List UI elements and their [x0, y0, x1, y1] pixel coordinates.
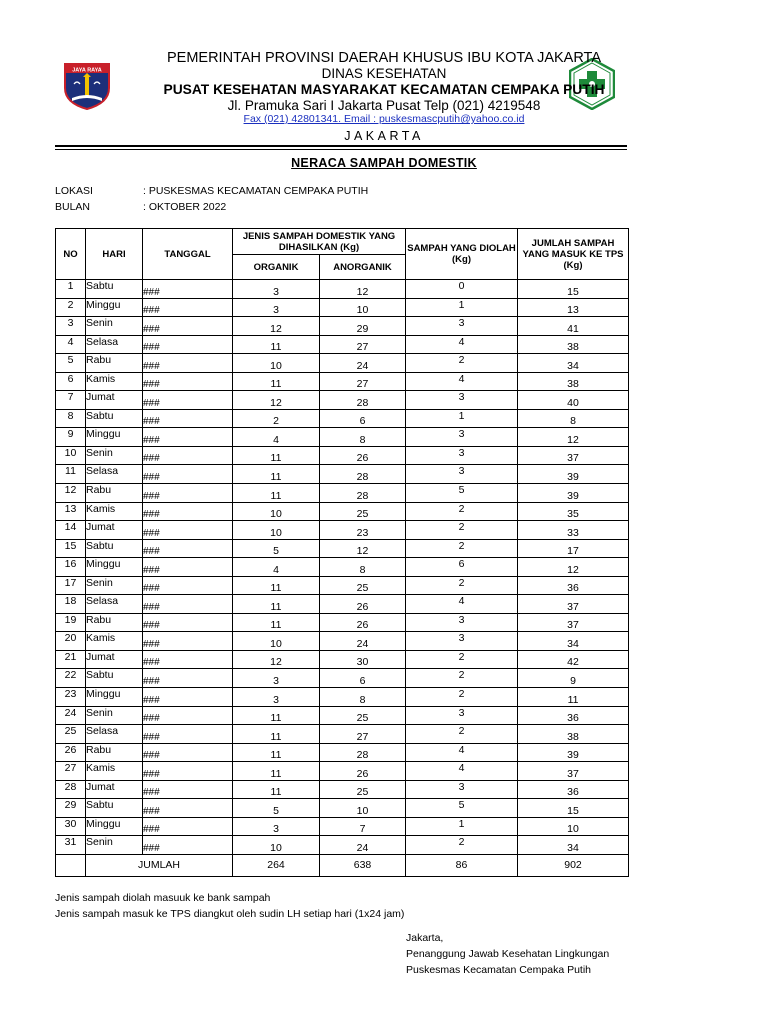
- row-tps: 37: [518, 446, 629, 465]
- row-tanggal: ###: [143, 669, 233, 688]
- table-row: [56, 280, 629, 299]
- header-divider-thick: [55, 145, 627, 147]
- row-hari: Minggu: [86, 428, 143, 447]
- row-hari: Sabtu: [86, 280, 143, 299]
- row-hari: Selasa: [86, 725, 143, 744]
- row-tanggal: ###: [143, 539, 233, 558]
- row-hari: Selasa: [86, 335, 143, 354]
- row-hari: Kamis: [86, 632, 143, 651]
- row-anorganik: 26: [320, 613, 406, 632]
- row-organik: 3: [233, 280, 320, 299]
- gov-header: PEMERINTAH PROVINSI DAERAH KHUSUS IBU KOTA JAKARTA: [166, 50, 601, 66]
- row-no: 27: [56, 762, 86, 781]
- row-organik: 10: [233, 836, 320, 855]
- note-bank-sampah: Jenis sampah diolah masuuk ke bank sampah: [55, 892, 271, 904]
- row-organik: 11: [233, 446, 320, 465]
- table-row: [56, 650, 629, 669]
- header-no: NO: [56, 229, 86, 280]
- row-diolah: 2: [406, 836, 518, 855]
- row-no: 12: [56, 484, 86, 503]
- row-tanggal: ###: [143, 836, 233, 855]
- row-no: 4: [56, 335, 86, 354]
- row-hari: Minggu: [86, 817, 143, 836]
- row-organik: 4: [233, 558, 320, 577]
- row-tanggal: ###: [143, 799, 233, 818]
- header-tanggal: TANGGAL: [143, 229, 233, 280]
- row-organik: 11: [233, 725, 320, 744]
- row-no: 26: [56, 743, 86, 762]
- row-anorganik: 6: [320, 669, 406, 688]
- row-diolah: 5: [406, 484, 518, 503]
- row-tanggal: ###: [143, 576, 233, 595]
- total-diolah: 86: [406, 854, 518, 876]
- row-tanggal: ###: [143, 391, 233, 410]
- row-anorganik: 10: [320, 298, 406, 317]
- signature-city: Jakarta,: [406, 932, 444, 944]
- row-tps: 36: [518, 780, 629, 799]
- row-no: 5: [56, 354, 86, 373]
- row-tps: 33: [518, 521, 629, 540]
- row-anorganik: 7: [320, 817, 406, 836]
- row-tps: 42: [518, 650, 629, 669]
- row-hari: Kamis: [86, 372, 143, 391]
- row-organik: 10: [233, 521, 320, 540]
- row-tps: 15: [518, 280, 629, 299]
- row-diolah: 2: [406, 576, 518, 595]
- row-organik: 11: [233, 743, 320, 762]
- row-no: 15: [56, 539, 86, 558]
- row-anorganik: 6: [320, 409, 406, 428]
- row-tanggal: ###: [143, 725, 233, 744]
- row-tanggal: ###: [143, 484, 233, 503]
- row-tps: 9: [518, 669, 629, 688]
- row-tps: 17: [518, 539, 629, 558]
- row-anorganik: 28: [320, 465, 406, 484]
- city-header: JAKARTA: [344, 129, 424, 143]
- row-tanggal: ###: [143, 762, 233, 781]
- row-hari: Kamis: [86, 762, 143, 781]
- row-tps: 38: [518, 335, 629, 354]
- row-anorganik: 24: [320, 632, 406, 651]
- row-hari: Senin: [86, 576, 143, 595]
- row-hari: Sabtu: [86, 409, 143, 428]
- row-no: 7: [56, 391, 86, 410]
- table-row: [56, 817, 629, 836]
- row-anorganik: 25: [320, 576, 406, 595]
- row-tps: 15: [518, 799, 629, 818]
- row-diolah: 0: [406, 280, 518, 299]
- row-tanggal: ###: [143, 317, 233, 336]
- row-tps: 34: [518, 354, 629, 373]
- table-row: [56, 780, 629, 799]
- row-hari: Sabtu: [86, 669, 143, 688]
- table-row: [56, 799, 629, 818]
- row-no: 28: [56, 780, 86, 799]
- table-row: [56, 539, 629, 558]
- row-hari: Jumat: [86, 521, 143, 540]
- row-anorganik: 28: [320, 391, 406, 410]
- row-organik: 3: [233, 669, 320, 688]
- row-no: 25: [56, 725, 86, 744]
- row-anorganik: 27: [320, 725, 406, 744]
- row-tps: 34: [518, 632, 629, 651]
- header-sampah-diolah: SAMPAH YANG DIOLAH (Kg): [406, 229, 518, 280]
- row-anorganik: 27: [320, 372, 406, 391]
- total-anorganik: 638: [320, 854, 406, 876]
- department-header: DINAS KESEHATAN: [321, 66, 447, 81]
- row-anorganik: 8: [320, 688, 406, 707]
- row-hari: Senin: [86, 317, 143, 336]
- row-hari: Jumat: [86, 391, 143, 410]
- row-organik: 12: [233, 317, 320, 336]
- row-tps: 13: [518, 298, 629, 317]
- row-no: 18: [56, 595, 86, 614]
- row-hari: Sabtu: [86, 799, 143, 818]
- row-hari: Rabu: [86, 354, 143, 373]
- row-no: 22: [56, 669, 86, 688]
- table-row: [56, 446, 629, 465]
- table-row: [56, 595, 629, 614]
- row-anorganik: 29: [320, 317, 406, 336]
- row-tanggal: ###: [143, 780, 233, 799]
- row-tanggal: ###: [143, 706, 233, 725]
- row-tps: 39: [518, 743, 629, 762]
- row-organik: 11: [233, 706, 320, 725]
- row-organik: 11: [233, 465, 320, 484]
- bulan-value: : OKTOBER 2022: [143, 201, 227, 213]
- row-tps: 37: [518, 613, 629, 632]
- row-no: 31: [56, 836, 86, 855]
- row-diolah: 3: [406, 780, 518, 799]
- row-diolah: 2: [406, 521, 518, 540]
- row-tanggal: ###: [143, 465, 233, 484]
- row-hari: Senin: [86, 446, 143, 465]
- row-tps: 40: [518, 391, 629, 410]
- row-tanggal: ###: [143, 409, 233, 428]
- row-diolah: 6: [406, 558, 518, 577]
- header-jenis-sampah: JENIS SAMPAH DOMESTIK YANG DIHASILKAN (Kg): [233, 229, 406, 255]
- table-row: [56, 354, 629, 373]
- table-row: [56, 521, 629, 540]
- row-no: 13: [56, 502, 86, 521]
- row-no: 14: [56, 521, 86, 540]
- row-organik: 11: [233, 613, 320, 632]
- row-organik: 10: [233, 502, 320, 521]
- row-organik: 11: [233, 762, 320, 781]
- row-no: 11: [56, 465, 86, 484]
- table-row: [56, 706, 629, 725]
- row-tps: 38: [518, 372, 629, 391]
- row-no: 21: [56, 650, 86, 669]
- row-organik: 3: [233, 817, 320, 836]
- row-diolah: 4: [406, 762, 518, 781]
- header-anorganik: ANORGANIK: [320, 255, 406, 280]
- row-organik: 5: [233, 539, 320, 558]
- row-anorganik: 26: [320, 446, 406, 465]
- table-row: [56, 372, 629, 391]
- row-organik: 3: [233, 688, 320, 707]
- row-no: 24: [56, 706, 86, 725]
- row-diolah: 3: [406, 465, 518, 484]
- row-hari: Selasa: [86, 465, 143, 484]
- total-row: [56, 854, 629, 876]
- table-row: [56, 558, 629, 577]
- row-no: 1: [56, 280, 86, 299]
- row-tanggal: ###: [143, 650, 233, 669]
- row-diolah: 1: [406, 298, 518, 317]
- header-organik: ORGANIK: [233, 255, 320, 280]
- row-organik: 12: [233, 391, 320, 410]
- row-organik: 12: [233, 650, 320, 669]
- row-no: 8: [56, 409, 86, 428]
- table-row: [56, 335, 629, 354]
- row-hari: Minggu: [86, 558, 143, 577]
- row-anorganik: 12: [320, 539, 406, 558]
- row-organik: 11: [233, 335, 320, 354]
- table-row: [56, 762, 629, 781]
- row-diolah: 4: [406, 372, 518, 391]
- row-anorganik: 24: [320, 836, 406, 855]
- row-organik: 11: [233, 372, 320, 391]
- total-no-cell: [56, 854, 86, 876]
- fax-email-link[interactable]: Fax (021) 42801341. Email : puskesmascputih@yahoo.co.id: [243, 113, 525, 125]
- table-row: [56, 632, 629, 651]
- row-diolah: 2: [406, 688, 518, 707]
- table-row: [56, 298, 629, 317]
- lokasi-label: LOKASI: [55, 185, 93, 197]
- row-diolah: 2: [406, 539, 518, 558]
- row-tanggal: ###: [143, 428, 233, 447]
- row-hari: Rabu: [86, 743, 143, 762]
- row-tps: 38: [518, 725, 629, 744]
- row-tps: 39: [518, 465, 629, 484]
- row-no: 16: [56, 558, 86, 577]
- row-diolah: 1: [406, 817, 518, 836]
- row-tps: 12: [518, 428, 629, 447]
- row-tanggal: ###: [143, 354, 233, 373]
- row-no: 2: [56, 298, 86, 317]
- row-anorganik: 28: [320, 743, 406, 762]
- header-masuk-tps: JUMLAH SAMPAH YANG MASUK KE TPS (Kg): [518, 229, 629, 280]
- row-diolah: 3: [406, 428, 518, 447]
- row-diolah: 2: [406, 725, 518, 744]
- row-diolah: 3: [406, 706, 518, 725]
- table-row: [56, 688, 629, 707]
- row-diolah: 5: [406, 799, 518, 818]
- row-organik: 11: [233, 780, 320, 799]
- row-diolah: 2: [406, 669, 518, 688]
- table-row: [56, 409, 629, 428]
- address-line: Jl. Pramuka Sari I Jakarta Pusat Telp (021) 4219548: [227, 98, 541, 113]
- row-tps: 41: [518, 317, 629, 336]
- row-hari: Jumat: [86, 650, 143, 669]
- table-row: [56, 484, 629, 503]
- header-hari: HARI: [86, 229, 143, 280]
- note-tps: Jenis sampah masuk ke TPS diangkut oleh sudin LH setiap hari (1x24 jam): [55, 908, 405, 920]
- document-title: NERACA SAMPAH DOMESTIK: [291, 156, 477, 170]
- row-tanggal: ###: [143, 521, 233, 540]
- row-organik: 11: [233, 484, 320, 503]
- total-tps: 902: [518, 854, 629, 876]
- bulan-label: BULAN: [55, 201, 91, 213]
- row-organik: 10: [233, 354, 320, 373]
- row-tps: 37: [518, 762, 629, 781]
- row-anorganik: 28: [320, 484, 406, 503]
- row-tanggal: ###: [143, 743, 233, 762]
- row-diolah: 3: [406, 317, 518, 336]
- row-diolah: 4: [406, 595, 518, 614]
- table-row: [56, 669, 629, 688]
- row-tanggal: ###: [143, 446, 233, 465]
- signature-role: Penanggung Jawab Kesehatan Lingkungan: [406, 948, 610, 960]
- row-diolah: 3: [406, 632, 518, 651]
- row-anorganik: 30: [320, 650, 406, 669]
- table-row: [56, 391, 629, 410]
- table-row: [56, 613, 629, 632]
- row-tps: 34: [518, 836, 629, 855]
- row-organik: 2: [233, 409, 320, 428]
- row-tps: 36: [518, 706, 629, 725]
- row-no: 10: [56, 446, 86, 465]
- row-diolah: 4: [406, 743, 518, 762]
- crest-motto: JAYA RAYA: [72, 67, 102, 74]
- row-diolah: 4: [406, 335, 518, 354]
- row-anorganik: 12: [320, 280, 406, 299]
- row-diolah: 2: [406, 354, 518, 373]
- row-no: 30: [56, 817, 86, 836]
- total-label: JUMLAH: [86, 854, 233, 876]
- row-no: 3: [56, 317, 86, 336]
- row-diolah: 3: [406, 391, 518, 410]
- row-hari: Senin: [86, 836, 143, 855]
- row-hari: Sabtu: [86, 539, 143, 558]
- row-tanggal: ###: [143, 280, 233, 299]
- row-diolah: 1: [406, 409, 518, 428]
- row-organik: 11: [233, 595, 320, 614]
- row-tps: 36: [518, 576, 629, 595]
- row-anorganik: 25: [320, 706, 406, 725]
- row-diolah: 2: [406, 502, 518, 521]
- row-diolah: 2: [406, 650, 518, 669]
- row-anorganik: 26: [320, 595, 406, 614]
- row-anorganik: 8: [320, 558, 406, 577]
- row-hari: Selasa: [86, 595, 143, 614]
- row-organik: 5: [233, 799, 320, 818]
- header-divider-thin: [55, 149, 627, 150]
- row-hari: Senin: [86, 706, 143, 725]
- row-anorganik: 23: [320, 521, 406, 540]
- table-row: [56, 725, 629, 744]
- row-organik: 10: [233, 632, 320, 651]
- row-organik: 4: [233, 428, 320, 447]
- row-anorganik: 8: [320, 428, 406, 447]
- row-anorganik: 25: [320, 502, 406, 521]
- row-hari: Jumat: [86, 780, 143, 799]
- table-row: [56, 743, 629, 762]
- row-tanggal: ###: [143, 613, 233, 632]
- row-no: 19: [56, 613, 86, 632]
- row-no: 29: [56, 799, 86, 818]
- row-no: 9: [56, 428, 86, 447]
- table-row: [56, 428, 629, 447]
- table-row: [56, 465, 629, 484]
- table-row: [56, 836, 629, 855]
- row-anorganik: 25: [320, 780, 406, 799]
- row-tps: 37: [518, 595, 629, 614]
- row-tanggal: ###: [143, 595, 233, 614]
- row-tanggal: ###: [143, 632, 233, 651]
- row-diolah: 3: [406, 613, 518, 632]
- row-hari: Rabu: [86, 613, 143, 632]
- row-tanggal: ###: [143, 817, 233, 836]
- row-hari: Minggu: [86, 298, 143, 317]
- row-tanggal: ###: [143, 335, 233, 354]
- row-anorganik: 26: [320, 762, 406, 781]
- row-anorganik: 27: [320, 335, 406, 354]
- row-no: 20: [56, 632, 86, 651]
- row-tps: 11: [518, 688, 629, 707]
- row-hari: Kamis: [86, 502, 143, 521]
- table-row: [56, 502, 629, 521]
- row-no: 17: [56, 576, 86, 595]
- row-tps: 35: [518, 502, 629, 521]
- signature-org: Puskesmas Kecamatan Cempaka Putih: [406, 964, 592, 976]
- row-tps: 10: [518, 817, 629, 836]
- row-diolah: 3: [406, 446, 518, 465]
- row-tanggal: ###: [143, 372, 233, 391]
- table-row: [56, 576, 629, 595]
- row-tps: 39: [518, 484, 629, 503]
- puskesmas-name: PUSAT KESEHATAN MASYARAKAT KECAMATAN CEMPAKA PUTIH: [163, 82, 605, 97]
- row-tanggal: ###: [143, 558, 233, 577]
- row-tanggal: ###: [143, 502, 233, 521]
- row-organik: 11: [233, 576, 320, 595]
- row-anorganik: 24: [320, 354, 406, 373]
- row-tanggal: ###: [143, 298, 233, 317]
- total-organik: 264: [233, 854, 320, 876]
- lokasi-value: : PUSKESMAS KECAMATAN CEMPAKA PUTIH: [143, 185, 369, 197]
- table-body: [56, 280, 629, 855]
- row-no: 6: [56, 372, 86, 391]
- row-tps: 8: [518, 409, 629, 428]
- row-hari: Minggu: [86, 688, 143, 707]
- row-tanggal: ###: [143, 688, 233, 707]
- row-no: 23: [56, 688, 86, 707]
- row-anorganik: 10: [320, 799, 406, 818]
- row-organik: 3: [233, 298, 320, 317]
- row-hari: Rabu: [86, 484, 143, 503]
- waste-balance-table: [55, 228, 629, 877]
- row-tps: 12: [518, 558, 629, 577]
- table-row: [56, 317, 629, 336]
